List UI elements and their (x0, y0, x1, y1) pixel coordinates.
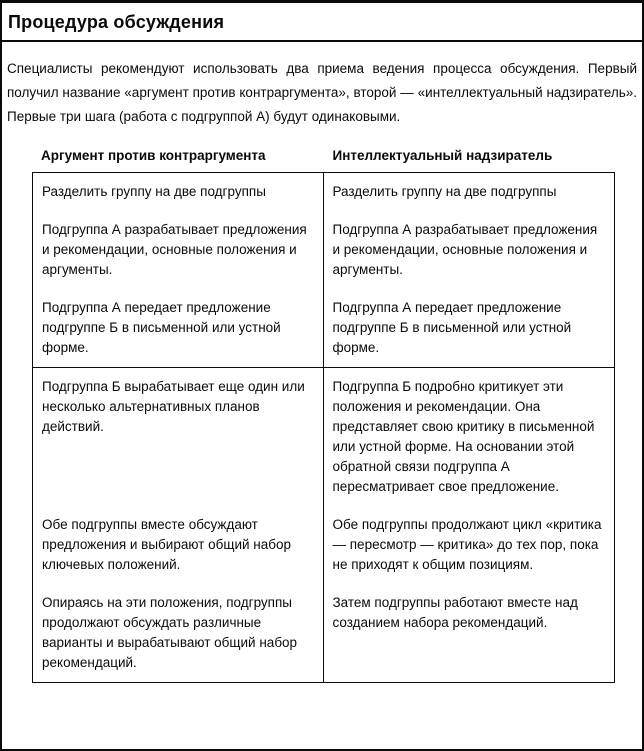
table-cell-right: Подгруппа Б подробно критикует эти положения и рекомендации. Она представляет свою критику в письменной или устной форме. На основании этой обратной связи подгруппа А пересматривает свое предложение. (332, 379, 595, 494)
table-cell-left: Обе подгруппы вместе обсуждают предложения и выбирают общий набор ключевых положений. (33, 506, 324, 584)
table-section-shared-steps (33, 173, 614, 367)
table-row (33, 211, 614, 289)
table-header-row (32, 148, 615, 172)
table-box (32, 172, 615, 683)
table-cell-right: Обе подгруппы продолжают цикл «критика — пересмотр — критика» до тех пор, пока не приходят к общим позициям. (332, 517, 602, 572)
table-cell-left: Опираясь на эти положения, подгруппы продолжают обсуждать различные варианты и вырабатывают общий набор рекомендаций. (33, 584, 324, 682)
table-cell-left: Подгруппа А передает предложение подгруппе Б в письменной или устной форме. (33, 289, 324, 367)
table-row (33, 584, 614, 682)
table-cell-right: Подгруппа А передает предложение подгруппе Б в письменной или устной форме. (332, 300, 572, 355)
column-header-argument: Аргумент против контраргумента (41, 148, 266, 163)
table-row (33, 173, 614, 211)
table-section-different-steps (33, 367, 614, 682)
intro-paragraph: Специалисты рекомендуют использовать два приема ведения процесса обсуждения. Первый получил название «аргумент против контраргумента», второй — «интеллектуальный надзиратель». Первые три шага (работа с подгруппой А) будут одинаковыми. (7, 61, 637, 124)
table-cell-right: Затем подгруппы работают вместе над созданием набора рекомендаций. (332, 595, 578, 630)
page-title: Процедура обсуждения (8, 12, 225, 32)
table-cell-left: Подгруппа Б вырабатывает еще один или несколько альтернативных планов действий. (33, 368, 324, 506)
table-row (33, 368, 614, 506)
table-row (33, 289, 614, 367)
table-row (33, 506, 614, 584)
comparison-table (32, 148, 615, 683)
table-cell-right: Разделить группу на две подгруппы (332, 184, 557, 199)
table-cell-right: Подгруппа А разрабатывает предложения и рекомендации, основные положения и аргументы. (332, 222, 598, 277)
column-header-overseer: Интеллектуальный надзиратель (332, 148, 553, 163)
table-cell-left: Разделить группу на две подгруппы (33, 173, 324, 211)
table-cell-left: Подгруппа А разрабатывает предложения и рекомендации, основные положения и аргументы. (33, 211, 324, 289)
